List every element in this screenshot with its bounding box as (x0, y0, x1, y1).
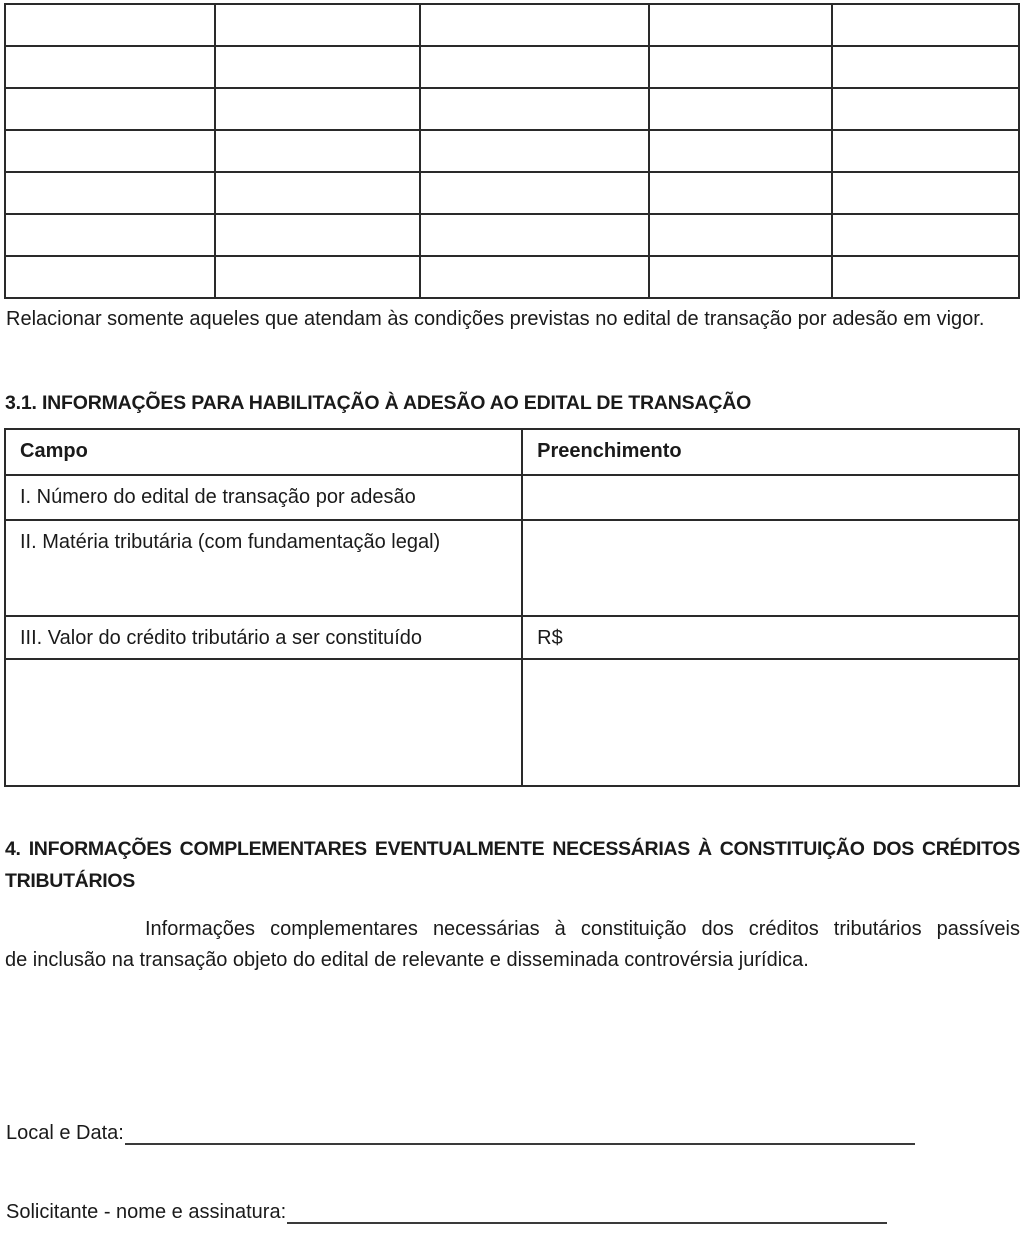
solicitante-row (6, 1201, 1020, 1224)
table-row-numero-edital (5, 475, 1019, 520)
header-cell-preenchimento: Preenchimento (522, 429, 1019, 475)
section-4-title-line-1: 4. INFORMAÇÕES COMPLEMENTARES EVENTUALMENTE NECESSÁRIAS À CONSTITUIÇÃO DOS CRÉDITOS (5, 838, 1020, 860)
grid-cell (649, 88, 833, 130)
grid-cell (215, 256, 420, 298)
grid-cell (649, 172, 833, 214)
top-grid-table (4, 3, 1020, 299)
section-4-title-line-2: TRIBUTÁRIOS (5, 870, 135, 892)
table-row-empty (5, 659, 1019, 786)
grid-cell (5, 214, 215, 256)
local-data-signature-line (125, 1124, 915, 1145)
fill-cell (522, 520, 1019, 616)
grid-row (5, 214, 1019, 256)
grid-cell (5, 4, 215, 46)
grid-cell (649, 256, 833, 298)
local-data-row (6, 1122, 1020, 1145)
grid-row (5, 172, 1019, 214)
grid-cell (420, 4, 649, 46)
grid-cell (832, 256, 1019, 298)
grid-cell (649, 214, 833, 256)
grid-cell (832, 46, 1019, 88)
grid-row (5, 130, 1019, 172)
grid-cell (215, 88, 420, 130)
grid-cell (832, 88, 1019, 130)
grid-row (5, 256, 1019, 298)
grid-cell (215, 172, 420, 214)
grid-cell (215, 4, 420, 46)
fill-cell-currency: R$ (522, 616, 1019, 659)
grid-cell (5, 256, 215, 298)
grid-cell (832, 214, 1019, 256)
grid-cell (420, 130, 649, 172)
grid-cell (5, 130, 215, 172)
table-row-materia-tributaria (5, 520, 1019, 616)
paragraph-line-1: Informações complementares necessárias à constituição dos créditos tributários passíveis (145, 918, 1020, 940)
table-row-valor-credito (5, 616, 1019, 659)
grid-cell (5, 88, 215, 130)
note-text: Relacionar somente aqueles que atendam às condições previstas no edital de transação por adesão em vigor. (6, 308, 985, 330)
section-4-title (5, 833, 1020, 897)
grid-cell (420, 88, 649, 130)
fill-cell (522, 475, 1019, 520)
header-cell-campo: Campo (5, 429, 522, 475)
grid-cell (215, 46, 420, 88)
field-label-cell: II. Matéria tributária (com fundamentação legal) (5, 520, 522, 616)
solicitante-signature-line (287, 1203, 887, 1224)
grid-cell (832, 172, 1019, 214)
grid-cell (420, 46, 649, 88)
grid-cell (649, 46, 833, 88)
grid-row (5, 88, 1019, 130)
paragraph-line-2: de inclusão na transação objeto do edital de relevante e disseminada controvérsia jurídica. (5, 949, 809, 971)
grid-cell (420, 256, 649, 298)
grid-cell (5, 172, 215, 214)
local-data-label: Local e Data: (6, 1122, 124, 1144)
section-3-1-title: 3.1. INFORMAÇÕES PARA HABILITAÇÃO À ADESÃO AO EDITAL DE TRANSAÇÃO (5, 392, 752, 414)
habilitacao-form-table (4, 428, 1020, 787)
complementary-info-paragraph (5, 914, 1020, 976)
grid-cell (5, 46, 215, 88)
field-label-cell: I. Número do edital de transação por adesão (5, 475, 522, 520)
solicitante-label: Solicitante - nome e assinatura: (6, 1201, 287, 1223)
form-table-header-row (5, 429, 1019, 475)
grid-cell (832, 4, 1019, 46)
grid-cell (649, 4, 833, 46)
grid-cell (420, 214, 649, 256)
grid-cell (420, 172, 649, 214)
fill-cell (522, 659, 1019, 786)
grid-cell (215, 214, 420, 256)
grid-cell (215, 130, 420, 172)
grid-row (5, 4, 1019, 46)
grid-row (5, 46, 1019, 88)
grid-cell (649, 130, 833, 172)
grid-cell (832, 130, 1019, 172)
field-label-cell (5, 659, 522, 786)
field-label-cell: III. Valor do crédito tributário a ser constituído (5, 616, 522, 659)
